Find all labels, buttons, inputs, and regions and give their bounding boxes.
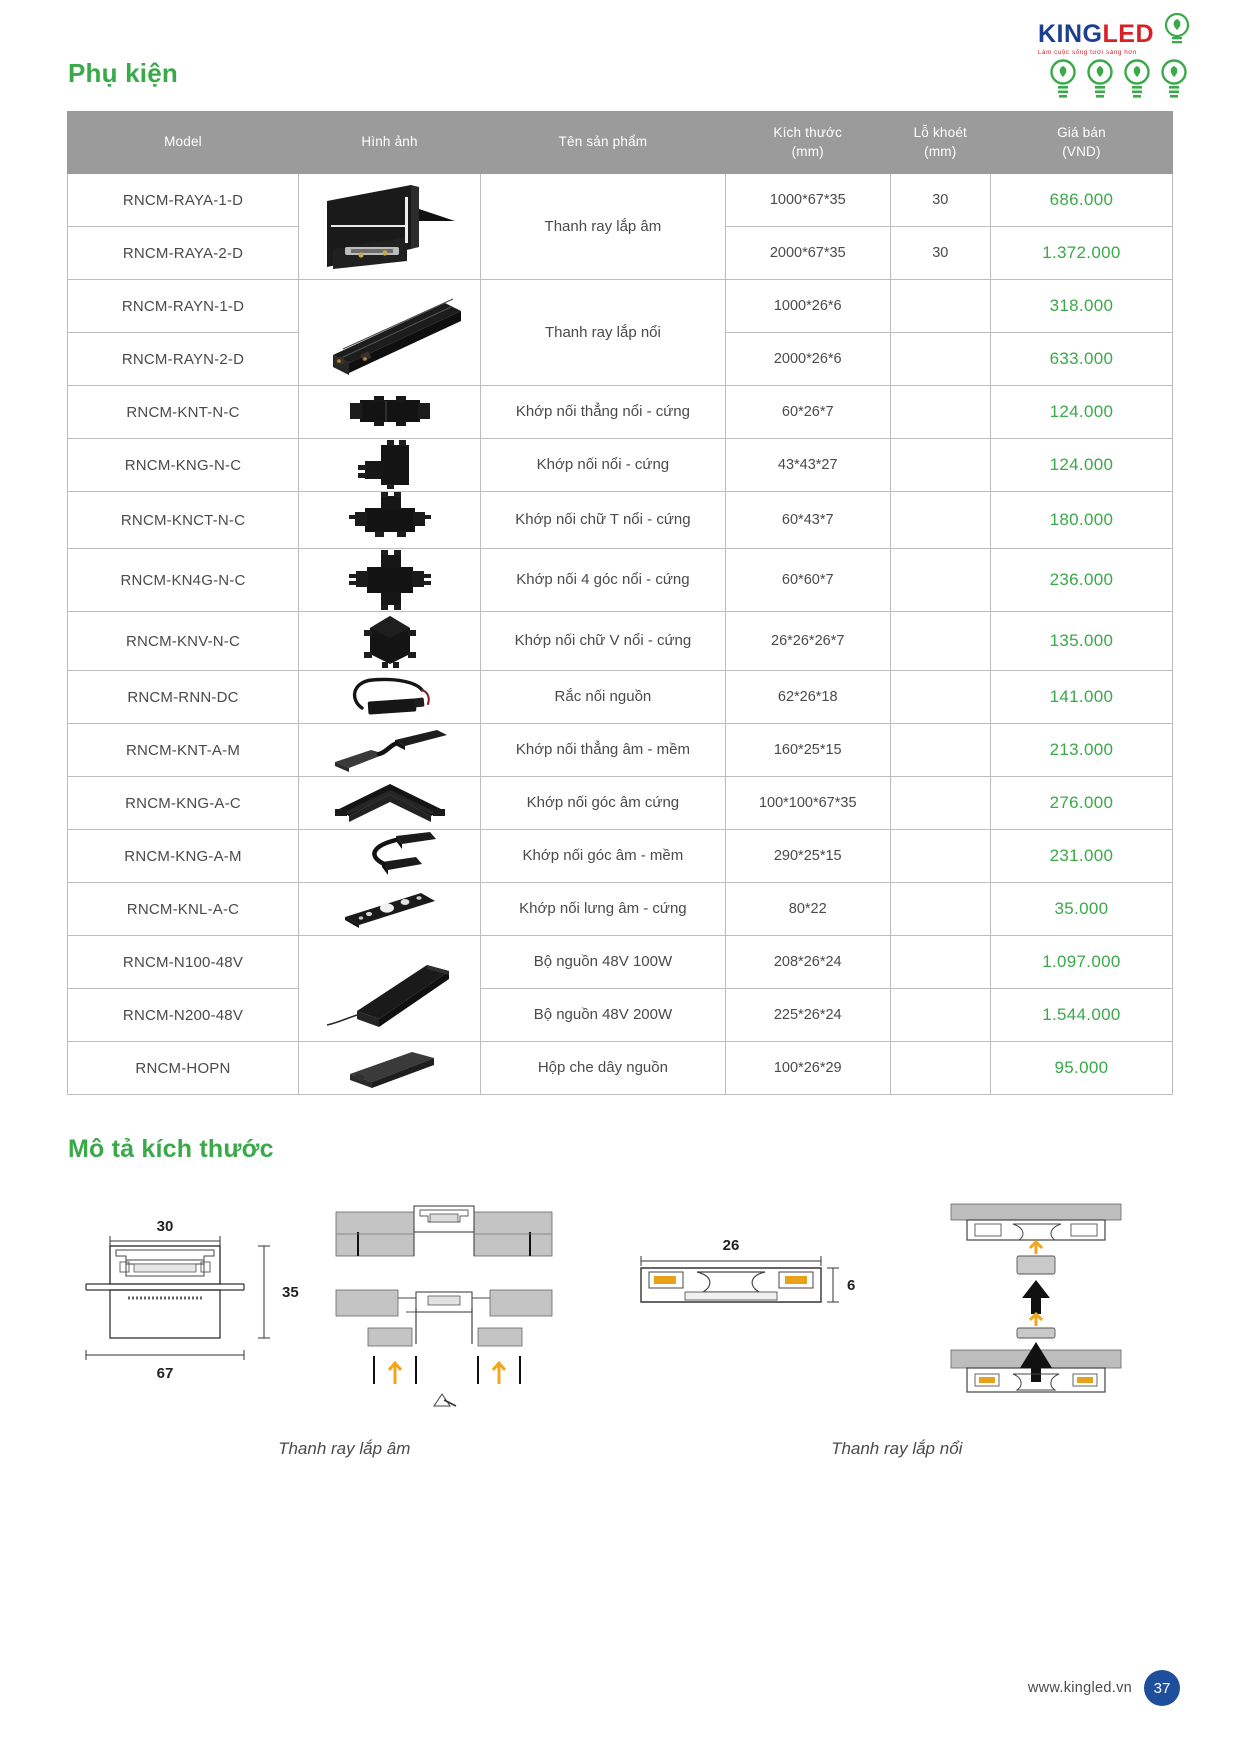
cell-product-name: Khớp nối lưng âm - cứng: [481, 883, 726, 936]
leaf-bulb-icon: [1162, 12, 1192, 51]
cell-product-name: Bộ nguồn 48V 200W: [481, 989, 726, 1042]
table-header-row: [68, 112, 1173, 174]
cell-hole: [890, 280, 990, 333]
cell-size: 100*100*67*35: [725, 777, 890, 830]
v-connector-photo: [299, 612, 480, 670]
footer-website-url[interactable]: www.kingled.vn: [1027, 1680, 1132, 1696]
cell-price: 135.000: [990, 612, 1172, 671]
brand-tagline: Làm cuộc sống tươi sáng hơn: [1038, 49, 1137, 56]
column-header-model-line1: Model: [164, 134, 202, 150]
table-row[interactable]: [68, 936, 1173, 989]
recessed-track-rail-photo: [299, 175, 480, 279]
cell-hole: [890, 386, 990, 439]
cell-price: 124.000: [990, 386, 1172, 439]
cell-model: RNCM-RAYN-2-D: [68, 333, 299, 386]
cell-image: [299, 671, 481, 724]
cell-product-name: Khớp nối chữ V nổi - cứng: [481, 612, 726, 671]
cell-hole: [890, 883, 990, 936]
page-footer: [1028, 1670, 1180, 1706]
cell-hole: [890, 333, 990, 386]
cell-hole: [890, 671, 990, 724]
dimension-section-title: Mô tả kích thước: [68, 1135, 274, 1163]
dim-label-6: 6: [846, 1277, 855, 1294]
cell-price: 124.000: [990, 439, 1172, 492]
cell-image: [299, 777, 481, 830]
cable-cover-box-photo: [299, 1044, 480, 1092]
column-header-image: [299, 112, 481, 174]
cell-model: RNCM-N100-48V: [68, 936, 299, 989]
back-plate-connector-photo: [299, 887, 480, 931]
cell-size: 2000*67*35: [725, 227, 890, 280]
cell-hole: [890, 492, 990, 549]
dimension-column-surface: [621, 1198, 1174, 1459]
column-header-hole-line1: Lỗ khoét: [913, 125, 967, 141]
cell-price: 231.000: [990, 830, 1172, 883]
cell-price: 318.000: [990, 280, 1172, 333]
column-header-size-line2: (mm): [791, 143, 824, 159]
cell-model: RNCM-KNG-A-C: [68, 777, 299, 830]
cell-price: 213.000: [990, 724, 1172, 777]
cell-price: 276.000: [990, 777, 1172, 830]
cell-model: RNCM-KNT-N-C: [68, 386, 299, 439]
column-header-price: [990, 112, 1172, 174]
cell-size: 100*26*29: [725, 1042, 890, 1095]
cell-size: 2000*26*6: [725, 333, 890, 386]
column-header-size-line1: Kích thước: [773, 125, 843, 141]
table-row[interactable]: [68, 724, 1173, 777]
table-header: [68, 112, 1173, 174]
cell-product-name: Thanh ray lắp âm: [481, 174, 726, 280]
column-header-image-line1: Hình ảnh: [361, 134, 418, 150]
column-header-model: [68, 112, 299, 174]
page-title-row: [68, 58, 178, 89]
cell-product-name: Khớp nối nổi - cứng: [481, 439, 726, 492]
corner-connector-photo: [299, 439, 480, 491]
leaf-bulb-icon: [1086, 58, 1114, 105]
surface-track-rail-photo: [299, 283, 480, 383]
cell-hole: [890, 439, 990, 492]
cell-model: RNCM-KNT-A-M: [68, 724, 299, 777]
cell-model: RNCM-KNG-N-C: [68, 439, 299, 492]
cell-product-name: Rắc nối nguồn: [481, 671, 726, 724]
straight-connector-photo: [299, 390, 480, 434]
cell-product-name: Thanh ray lắp nổi: [481, 280, 726, 386]
brand-wordmark-king: KING: [1038, 20, 1103, 48]
table-row[interactable]: [68, 280, 1173, 333]
dimension-column-recessed: [68, 1198, 621, 1459]
table-row[interactable]: [68, 549, 1173, 612]
cell-model: RNCM-RAYA-1-D: [68, 174, 299, 227]
cell-product-name: Khớp nối góc âm - mềm: [481, 830, 726, 883]
cell-image: [299, 549, 481, 612]
table-row[interactable]: [68, 174, 1173, 227]
cell-model: RNCM-N200-48V: [68, 989, 299, 1042]
cell-size: 26*26*26*7: [725, 612, 890, 671]
cell-price: 633.000: [990, 333, 1172, 386]
cell-model: RNCM-KN4G-N-C: [68, 549, 299, 612]
cell-hole: [890, 777, 990, 830]
t-connector-photo: [299, 492, 480, 548]
rigid-corner-recessed-photo: [299, 780, 480, 826]
column-header-size: [725, 112, 890, 174]
dimension-grid: [68, 1198, 1173, 1459]
table-row[interactable]: [68, 671, 1173, 724]
cell-price: 1.544.000: [990, 989, 1172, 1042]
table-row[interactable]: [68, 883, 1173, 936]
cell-product-name: Khớp nối góc âm cứng: [481, 777, 726, 830]
cell-image: [299, 280, 481, 386]
table-row[interactable]: [68, 989, 1173, 1042]
cell-hole: [890, 1042, 990, 1095]
leaf-bulb-icon: [1049, 58, 1077, 105]
cell-model: RNCM-KNCT-N-C: [68, 492, 299, 549]
cell-image: [299, 1042, 481, 1095]
cell-product-name: Khớp nối thẳng nổi - cứng: [481, 386, 726, 439]
cell-price: 95.000: [990, 1042, 1172, 1095]
power-plug-photo: [299, 674, 480, 720]
cell-size: 62*26*18: [725, 671, 890, 724]
cell-product-name: Khớp nối thẳng âm - mềm: [481, 724, 726, 777]
cell-model: RNCM-KNG-A-M: [68, 830, 299, 883]
column-header-price-line2: (VND): [1062, 143, 1101, 159]
cell-image: [299, 439, 481, 492]
cell-price: 1.372.000: [990, 227, 1172, 280]
cell-model: RNCM-KNL-A-C: [68, 883, 299, 936]
page-number-badge: 37: [1144, 1670, 1180, 1706]
dimension-caption-surface: Thanh ray lắp nổi: [831, 1439, 963, 1458]
leaf-bulb-icon: [1160, 58, 1188, 105]
cell-hole: [890, 936, 990, 989]
dim-label-30: 30: [156, 1218, 174, 1235]
cell-price: 686.000: [990, 174, 1172, 227]
cell-size: 208*26*24: [725, 936, 890, 989]
cell-model: RNCM-HOPN: [68, 1042, 299, 1095]
cell-product-name: Khớp nối 4 góc nổi - cứng: [481, 549, 726, 612]
recessed-rail-cross-section-diagram: [68, 1198, 621, 1413]
cell-model: RNCM-RAYA-2-D: [68, 227, 299, 280]
cell-image: [299, 174, 481, 280]
cell-price: 1.097.000: [990, 936, 1172, 989]
brand-wordmark-led: LED: [1102, 20, 1154, 48]
cell-image: [299, 883, 481, 936]
cell-product-name: Khớp nối chữ T nổi - cứng: [481, 492, 726, 549]
flex-corner-connector-photo: [299, 830, 480, 882]
cell-price: 141.000: [990, 671, 1172, 724]
cell-image: [299, 612, 481, 671]
cell-product-name: Hộp che dây nguồn: [481, 1042, 726, 1095]
column-header-product-name-line1: Tên sản phẩm: [558, 134, 648, 150]
cell-hole: [890, 549, 990, 612]
surface-rail-cross-section-diagram: [621, 1198, 1174, 1413]
accessories-table: [67, 111, 1173, 1095]
cell-model: RNCM-RAYN-1-D: [68, 280, 299, 333]
dimension-caption-recessed: Thanh ray lắp âm: [278, 1439, 411, 1458]
column-header-price-line1: Giá bán: [1057, 125, 1106, 141]
cell-size: 60*60*7: [725, 549, 890, 612]
table-row[interactable]: [68, 439, 1173, 492]
cell-size: 290*25*15: [725, 830, 890, 883]
cell-size: 225*26*24: [725, 989, 890, 1042]
cell-size: 43*43*27: [725, 439, 890, 492]
cell-price: 35.000: [990, 883, 1172, 936]
cell-size: 60*43*7: [725, 492, 890, 549]
flex-straight-connector-photo: [299, 726, 480, 774]
cell-image: [299, 492, 481, 549]
table-row[interactable]: [68, 492, 1173, 549]
cell-image: [299, 386, 481, 439]
cell-price: 180.000: [990, 492, 1172, 549]
cell-size: 1000*26*6: [725, 280, 890, 333]
cell-size: 60*26*7: [725, 386, 890, 439]
cell-hole: [890, 612, 990, 671]
leaf-bulb-icon: [1123, 58, 1151, 105]
dimension-section: [68, 1135, 1173, 1459]
accessories-table-wrapper: [67, 111, 1173, 1095]
cell-size: 1000*67*35: [725, 174, 890, 227]
cell-hole: 30: [890, 174, 990, 227]
cell-size: 80*22: [725, 883, 890, 936]
cell-image: [299, 830, 481, 883]
table-row[interactable]: [68, 777, 1173, 830]
cell-model: RNCM-RNN-DC: [68, 671, 299, 724]
cell-model: RNCM-KNV-N-C: [68, 612, 299, 671]
cell-hole: [890, 989, 990, 1042]
dim-label-67: 67: [156, 1365, 174, 1382]
cell-size: 160*25*15: [725, 724, 890, 777]
cell-image: [299, 724, 481, 777]
cell-product-name: Bộ nguồn 48V 100W: [481, 936, 726, 989]
cross-connector-photo: [299, 549, 480, 611]
table-row[interactable]: [68, 386, 1173, 439]
table-row[interactable]: [68, 1042, 1173, 1095]
dim-label-26: 26: [722, 1237, 739, 1254]
cell-hole: [890, 830, 990, 883]
page-title: Phụ kiện: [68, 58, 178, 88]
power-supply-photo: [299, 945, 480, 1033]
cell-image: [299, 936, 481, 1042]
cell-price: 236.000: [990, 549, 1172, 612]
table-row[interactable]: [68, 830, 1173, 883]
dim-label-35: 35: [282, 1284, 299, 1301]
column-header-hole-line2: (mm): [924, 143, 957, 159]
page-header: [0, 0, 1240, 118]
cell-hole: 30: [890, 227, 990, 280]
column-header-hole: [890, 112, 990, 174]
cell-hole: [890, 724, 990, 777]
bulb-icon-row: [1049, 58, 1188, 105]
table-body: [68, 174, 1173, 1095]
column-header-product-name: [481, 112, 726, 174]
table-row[interactable]: [68, 612, 1173, 671]
